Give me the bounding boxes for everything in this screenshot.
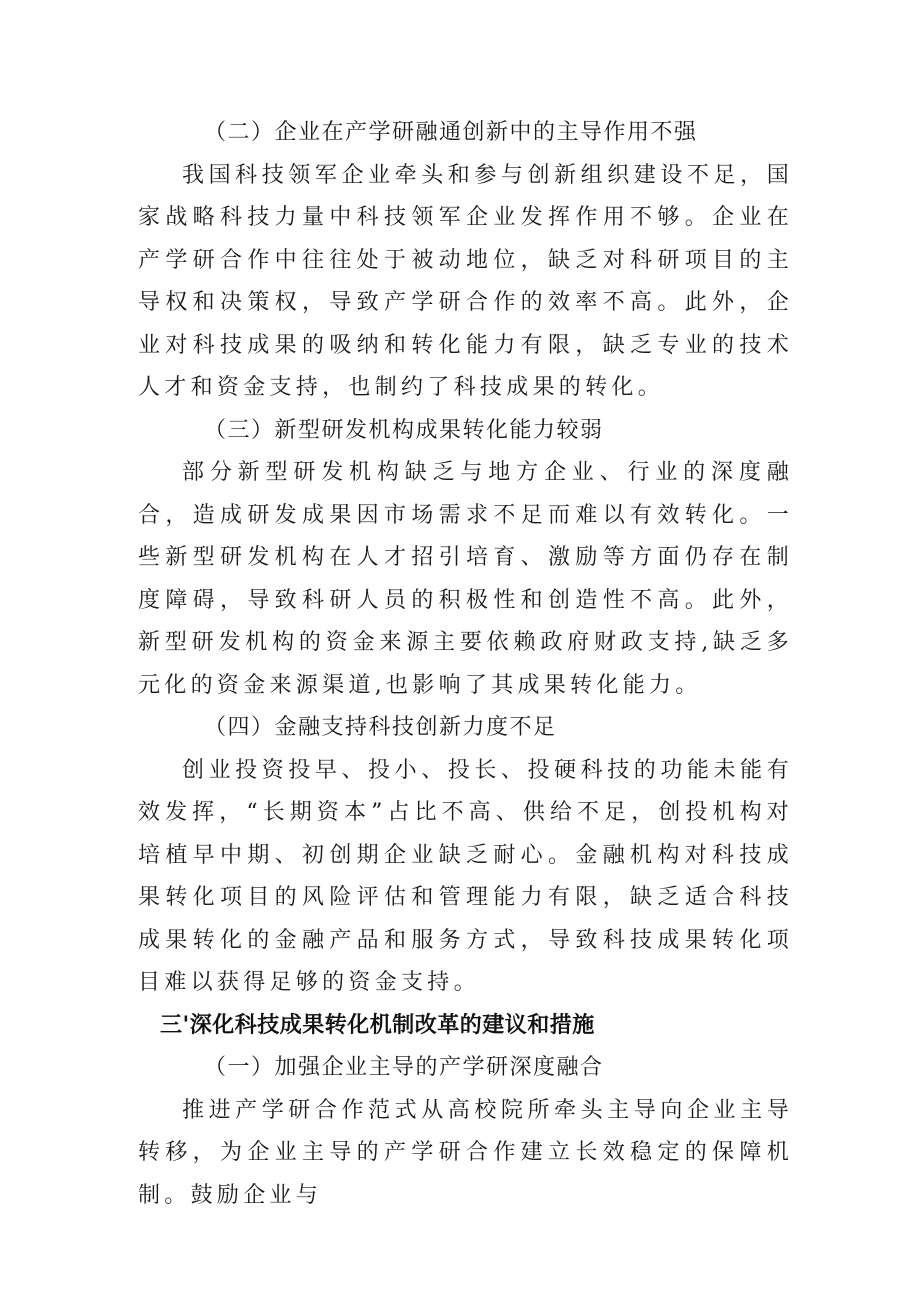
paragraph-financial-support: 创业投资投早、投小、投长、投硬科技的功能未能有效发挥，“长期资本”占比不高、供给不足，创投机构对培植早中期、初创期企业缺乏耐心。金融机构对科技成果转化项目的风险评估和管理能力有限，缺乏适合科技成果转化的金融产品和服务方式，导致科技成果转化项目难以获得足够的资金支持。	[138, 757, 793, 995]
subheading-enterprise-leadership: （二）企业在产学研融通创新中的主导作用不强	[204, 120, 698, 145]
document-body	[138, 112, 793, 1217]
subheading-industry-academia-integration: （一）加强企业主导的产学研深度融合	[204, 1055, 604, 1080]
section-heading-recommendations: 三'深化科技成果转化机制改革的建议和措施	[160, 1012, 595, 1038]
subheading-new-rd-institutions: （三）新型研发机构成果转化能力较弱	[204, 417, 604, 443]
paragraph-industry-academia-integration: 推进产学研合作范式从高校院所牵头主导向企业主导转移，为企业主导的产学研合作建立长效稳定的保障机制。鼓励企业与	[138, 1097, 793, 1208]
subheading-financial-support: （四）金融支持科技创新力度不足	[204, 715, 557, 740]
paragraph-new-rd-institutions: 部分新型研发机构缺乏与地方企业、行业的深度融合，造成研发成果因市场需求不足而难以有效转化。一些新型研发机构在人才招引培育、激励等方面仍存在制度障碍，导致科研人员的积极性和创造性不高。此外，新型研发机构的资金来源主要依赖政府财政支持,缺乏多元化的资金来源渠道,也影响了其成果转化能力。	[138, 460, 793, 698]
paragraph-enterprise-leadership: 我国科技领军企业牵头和参与创新组织建设不足，国家战略科技力量中科技领军企业发挥作用不够。企业在产学研合作中往往处于被动地位，缺乏对科研项目的主导权和决策权，导致产学研合作的效率不高。此外，企业对科技成果的吸纳和转化能力有限，缺乏专业的技术人才和资金支持，也制约了科技成果的转化。	[138, 162, 793, 400]
